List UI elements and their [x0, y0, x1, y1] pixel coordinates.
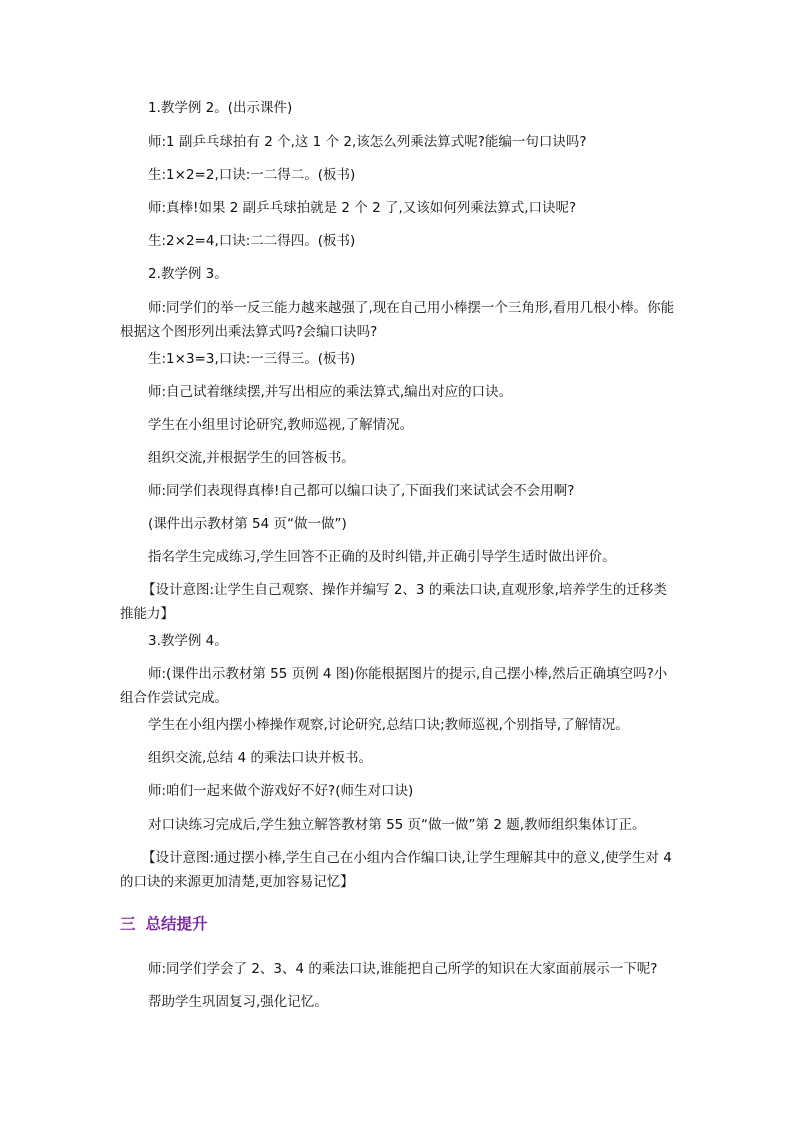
paragraph: 3.教学例 4。 [148, 633, 228, 649]
paragraph: 2.教学例 3。 [148, 266, 228, 282]
paragraph: 师:同学们表现得真棒!自己都可以编口诀了,下面我们来试试会不会用啊? [148, 483, 575, 499]
paragraph: 师:自己试着继续摆,并写出相应的乘法算式,编出对应的口诀。 [148, 384, 513, 400]
paragraph: 师:咱们一起来做个游戏好不好?(师生对口诀) [148, 783, 414, 799]
paragraph: 组织交流,并根据学生的回答板书。 [148, 450, 355, 466]
paragraph: 师:(课件出示教材第 55 页例 4 图)你能根据图片的提示,自己摆小棒,然后正确填空吗?小组合作尝试完成。 [120, 666, 668, 706]
paragraph: 对口诀练习完成后,学生独立解答教材第 55 页“做一做”第 2 题,教师组织集体订正。 [148, 817, 646, 833]
paragraph: 帮助学生巩固复习,强化记忆。 [148, 994, 328, 1010]
paragraph: 生:1×3=3,口诀:一三得三。(板书) [148, 351, 356, 367]
design-intent-note: 【设计意图:通过摆小棒,学生自己在小组内合作编口诀,让学生理解其中的意义,使学生对 4 的口诀的来源更加清楚,更加容易记忆】 [120, 850, 672, 890]
paragraph: 师:真棒!如果 2 副乒乓球拍就是 2 个 2 了,又该如何列乘法算式,口诀呢? [148, 200, 577, 216]
paragraph: 师:同学们学会了 2、3、4 的乘法口诀,谁能把自己所学的知识在大家面前展示一下呢? [148, 961, 658, 977]
paragraph: 生:2×2=4,口诀:二二得四。(板书) [148, 233, 356, 249]
paragraph: 学生在小组里讨论研究,教师巡视,了解情况。 [148, 417, 414, 433]
paragraph: 生:1×2=2,口诀:一二得二。(板书) [148, 167, 356, 183]
section-number: 三 [120, 915, 136, 933]
paragraph: 指名学生完成练习,学生回答不正确的及时纠错,并正确引导学生适时做出评价。 [148, 549, 616, 565]
paragraph: 学生在小组内摆小棒操作观察,讨论研究,总结口诀;教师巡视,个别指导,了解情况。 [148, 717, 629, 733]
design-intent-note: 【设计意图:让学生自己观察、操作并编写 2、3 的乘法口诀,直观形象,培养学生的迁移类推能力】 [120, 582, 667, 622]
section-heading [120, 912, 208, 936]
paragraph: 师:1 副乒乓球拍有 2 个,这 1 个 2,该怎么列乘法算式呢?能编一句口诀吗? [148, 134, 587, 150]
paragraph: 1.教学例 2。(出示课件) [148, 100, 293, 116]
paragraph: 组织交流,总结 4 的乘法口诀并板书。 [148, 750, 372, 766]
paragraph: (课件出示教材第 54 页“做一做”) [148, 516, 347, 532]
paragraph: 师:同学们的举一反三能力越来越强了,现在自己用小棒摆一个三角形,看用几根小棒。你能根据这个图形列出乘法算式吗?会编口诀吗? [120, 300, 675, 340]
section-title: 总结提升 [145, 915, 208, 933]
